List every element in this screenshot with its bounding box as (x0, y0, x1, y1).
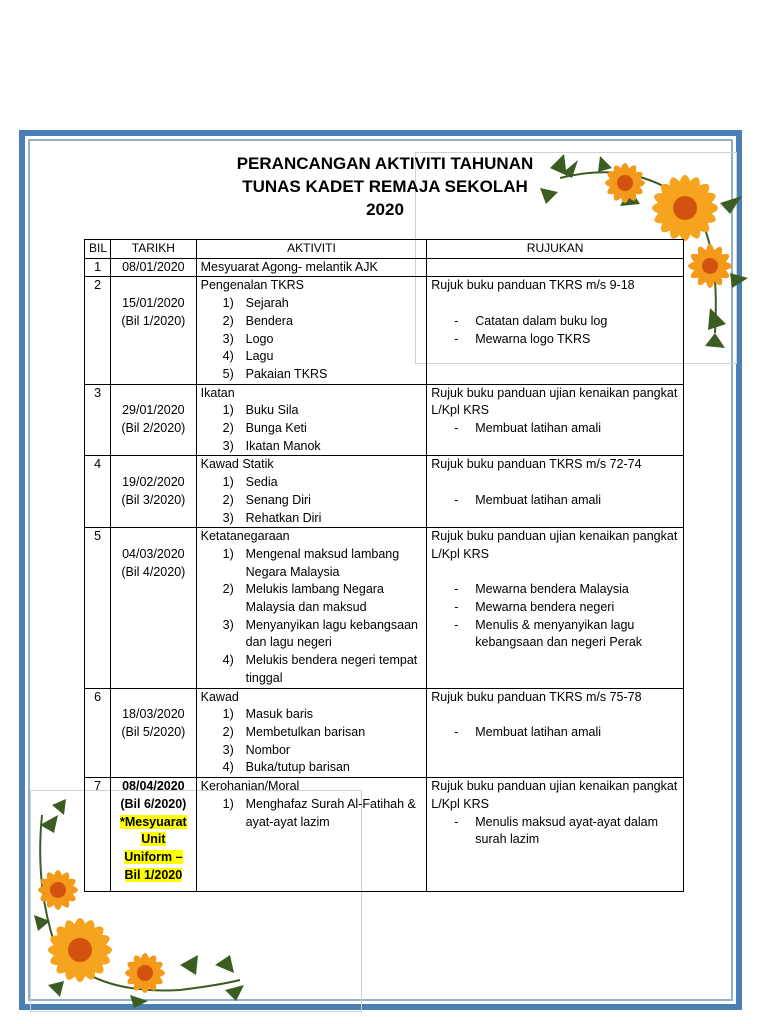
header-bil: BIL (85, 240, 111, 259)
activity-list (201, 402, 423, 455)
row-meeting: (Bil 6/2020) (120, 796, 187, 811)
list-item: 1) Buku Sila (222, 403, 299, 418)
row-date-cell (111, 778, 197, 892)
row-date: 08/01/2020 (111, 258, 197, 277)
activity-list (201, 706, 423, 777)
task-item: - Mewarna bendera negeri (454, 600, 615, 615)
row-reference-cell (427, 384, 684, 456)
task-item: - Mewarna logo TKRS (454, 331, 591, 346)
list-item: 1) Menghafaz Surah Al-Fatihah & ayat-ayat lazim (222, 796, 416, 829)
row-activity: Mesyuarat Agong- melantik AJK (196, 258, 427, 277)
task-item: - Membuat latihan amali (454, 492, 602, 507)
task-list (431, 313, 679, 348)
row-reference-cell (427, 688, 684, 778)
row-activity-cell (196, 277, 427, 384)
list-item: 2) Melukis lambang Negara Malaysia dan maksud (222, 582, 384, 615)
row-meeting: (Bil 4/2020) (121, 564, 186, 579)
list-item: 4) Lagu (222, 349, 274, 364)
row-bil: 3 (85, 384, 111, 456)
row-activity: Pengenalan TKRS (200, 278, 304, 293)
row-reference: Rujuk buku panduan ujian kenaikan pangkat L/Kpl KRS (431, 529, 678, 561)
task-item: - Membuat latihan amali (454, 724, 602, 739)
row-bil: 7 (85, 778, 111, 892)
task-list (431, 724, 679, 742)
list-item: 1) Masuk baris (222, 707, 314, 722)
row-reference: Rujuk buku panduan TKRS m/s 75-78 (431, 689, 642, 704)
task-item: - Membuat latihan amali (454, 421, 602, 436)
row-date: 08/04/2020 (122, 779, 185, 794)
list-item: 3) Rehatkan Diri (222, 510, 322, 525)
row-bil: 5 (85, 528, 111, 688)
row-reference: Rujuk buku panduan ujian kenaikan pangkat L/Kpl KRS (431, 385, 678, 418)
row-activity-cell (196, 688, 427, 778)
row-reference: Rujuk buku panduan TKRS m/s 72-74 (431, 457, 642, 472)
list-item: 3) Menyanyikan lagu kebangsaan dan lagu negeri (222, 617, 418, 650)
row-bil: 1 (85, 258, 111, 277)
list-item: 2) Senang Diri (222, 492, 311, 507)
activity-list (201, 796, 423, 831)
list-item: 5) Pakaian TKRS (222, 366, 328, 381)
header-tarikh: TARIKH (111, 240, 197, 259)
row-activity: Kawad Statik (200, 457, 274, 472)
task-list (431, 492, 679, 510)
table-row (85, 258, 684, 277)
row-date: 15/01/2020 (122, 296, 185, 311)
row-meeting: (Bil 3/2020) (121, 492, 186, 507)
table-row (85, 456, 684, 528)
activity-list (201, 546, 423, 688)
row-reference-cell (427, 528, 684, 688)
title-line: TUNAS KADET REMAJA SEKOLAH (242, 177, 528, 196)
table-row (85, 384, 684, 456)
row-bil: 4 (85, 456, 111, 528)
row-activity: Ikatan (200, 385, 235, 400)
activity-plan-table (84, 239, 684, 892)
row-date-cell (111, 528, 197, 688)
table-header-row (85, 240, 684, 259)
list-item: 2) Bunga Keti (222, 421, 307, 436)
row-reference-cell (427, 778, 684, 892)
row-date-cell (111, 456, 197, 528)
row-date-cell (111, 277, 197, 384)
row-reference-cell (427, 456, 684, 528)
list-item: 2) Bendera (222, 313, 293, 328)
row-date-cell (111, 688, 197, 778)
row-bil: 2 (85, 277, 111, 384)
task-item: - Catatan dalam buku log (454, 313, 608, 328)
list-item: 3) Nombor (222, 742, 291, 757)
row-date-cell (111, 384, 197, 456)
row-reference-cell (427, 277, 684, 384)
list-item: 1) Mengenal maksud lambang Negara Malaysia (222, 546, 400, 579)
list-item: 4) Buka/tutup barisan (222, 760, 350, 775)
row-reference: Rujuk buku panduan ujian kenaikan pangkat L/Kpl KRS (431, 779, 678, 811)
row-date: 04/03/2020 (122, 546, 185, 561)
row-activity: Kerohanian/Moral (200, 779, 300, 794)
header-rujukan: RUJUKAN (427, 240, 684, 259)
row-note-highlight (115, 814, 192, 885)
table-row (85, 688, 684, 778)
task-item: - Mewarna bendera Malaysia (454, 582, 629, 597)
row-meeting: (Bil 2/2020) (121, 421, 186, 436)
header-aktiviti: AKTIVITI (196, 240, 427, 259)
row-activity-cell (196, 778, 427, 892)
row-meeting: (Bil 1/2020) (121, 313, 186, 328)
row-activity-cell (196, 384, 427, 456)
document-title (160, 152, 610, 221)
task-item: - Menulis maksud ayat-ayat dalam surah lazim (454, 814, 658, 847)
list-item: 1) Sejarah (222, 296, 289, 311)
unit-meeting-note: *Mesyuarat Unit Uniform – Bil 1/2020 (120, 814, 187, 882)
row-date: 29/01/2020 (122, 403, 185, 418)
task-list (431, 814, 679, 849)
row-date: 19/02/2020 (122, 475, 185, 490)
table-row (85, 778, 684, 892)
list-item: 4) Melukis bendera negeri tempat tinggal (222, 653, 418, 685)
task-list (431, 420, 679, 438)
activity-list (201, 295, 423, 384)
activity-list (201, 474, 423, 527)
task-item: - Menulis & menyanyikan lagu kebangsaan dan negeri Perak (454, 617, 643, 650)
row-activity-cell (196, 456, 427, 528)
list-item: 1) Sedia (222, 475, 278, 490)
table-row (85, 528, 684, 688)
title-year: 2020 (366, 200, 404, 219)
row-date: 18/03/2020 (122, 707, 185, 722)
row-activity-cell (196, 528, 427, 688)
list-item: 2) Membetulkan barisan (222, 724, 366, 739)
row-bil: 6 (85, 688, 111, 778)
row-activity: Ketatanegaraan (200, 529, 290, 544)
list-item: 3) Logo (222, 331, 274, 346)
task-list (431, 581, 679, 652)
row-reference (427, 258, 684, 277)
row-meeting: (Bil 5/2020) (121, 724, 186, 739)
title-line: PERANCANGAN AKTIVITI TAHUNAN (236, 154, 534, 173)
row-activity: Kawad (200, 689, 239, 704)
table-row (85, 277, 684, 384)
list-item: 3) Ikatan Manok (222, 438, 321, 453)
row-reference: Rujuk buku panduan TKRS m/s 9-18 (431, 278, 635, 293)
